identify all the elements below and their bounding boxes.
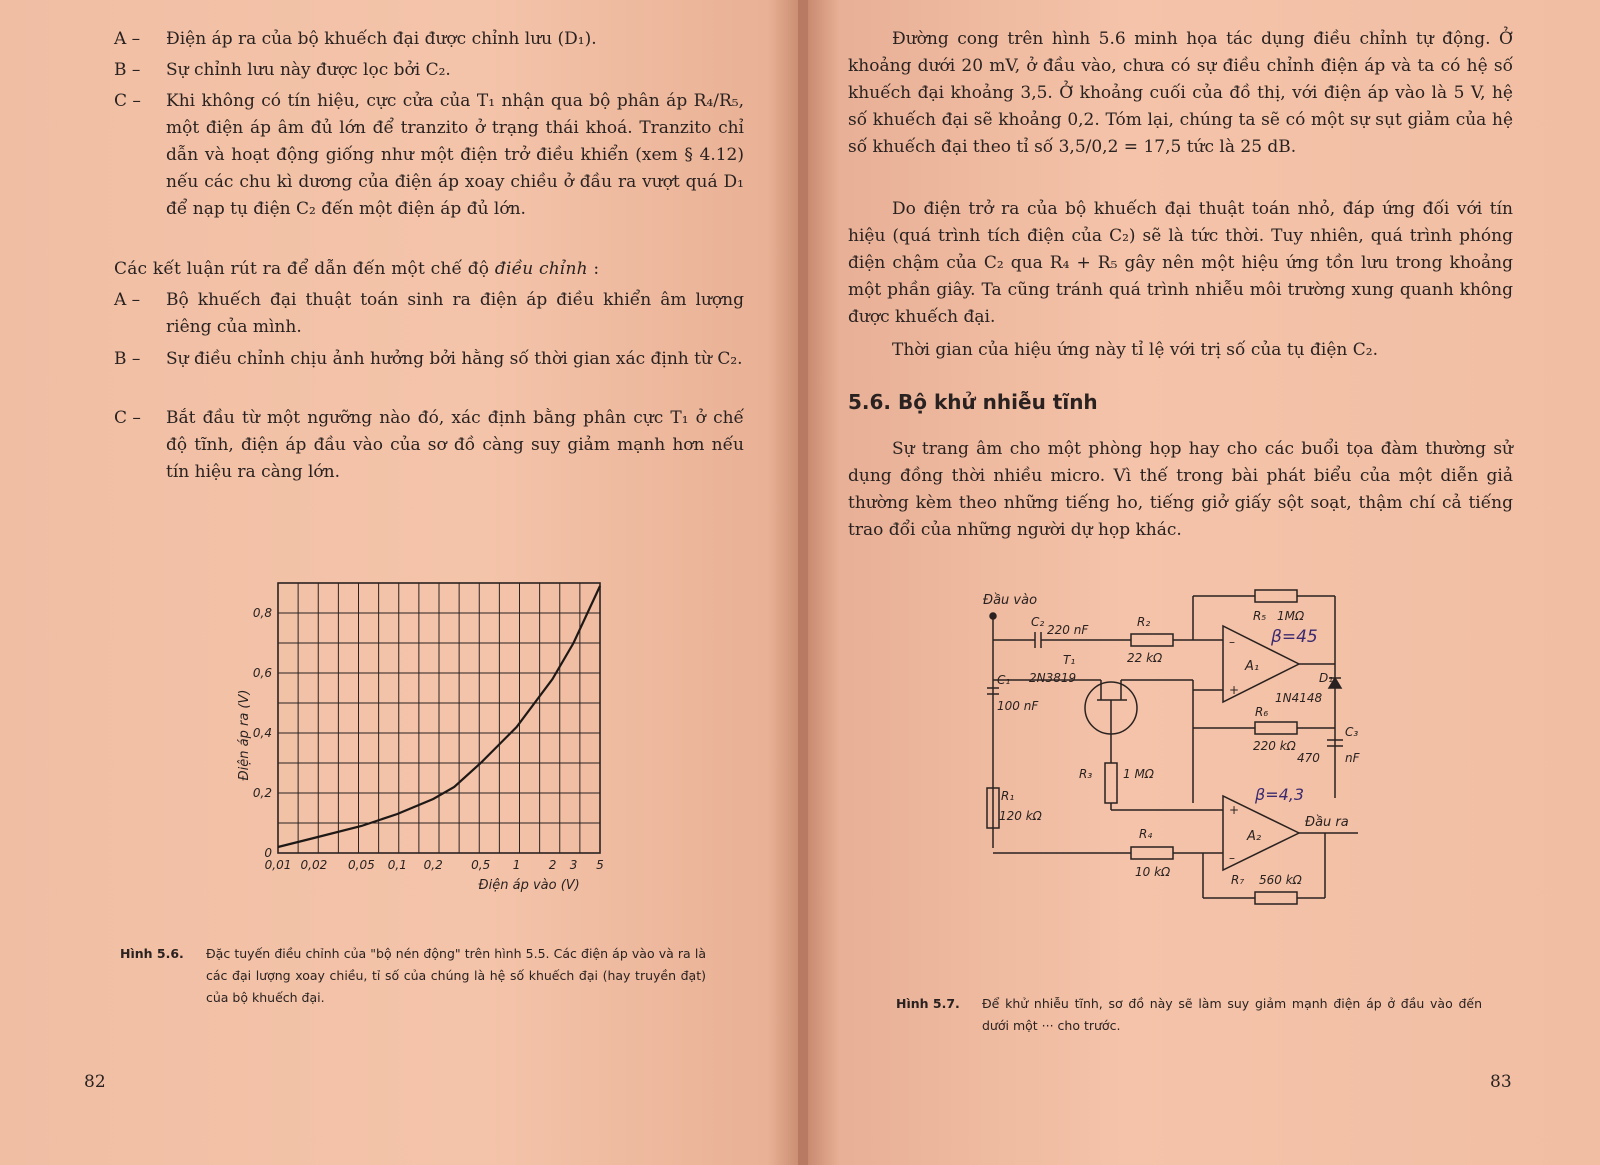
r2-value: 22 kΩ — [1127, 651, 1163, 665]
x-tick-label: 0,01 — [264, 858, 292, 872]
page-number: 83 — [1490, 1072, 1512, 1092]
list-label: C – — [114, 91, 141, 111]
gain-characteristic-chart — [230, 575, 650, 915]
a1-minus: – — [1229, 635, 1235, 649]
r4-label: R₄ — [1139, 827, 1153, 841]
noise-gate-circuit — [963, 588, 1423, 918]
page-number: 82 — [84, 1072, 106, 1092]
conclusion-intro — [114, 256, 754, 283]
r3-label: R₃ — [1079, 767, 1093, 781]
paragraph: Sự trang âm cho một phòng họp hay cho các buổi tọa đàm thường sử dụng đồng thời nhiều micro. Vì thế trong bài phát biểu của một diễn giả thường kèm theo những tiếng ho, tiếng giở giấy sột soạt, thậm chí cả tiếng trao đổi của những người dự họp khác. — [848, 439, 1513, 540]
c3-label: C₃ — [1345, 725, 1359, 739]
figure-caption-text: Để khử nhiễu tĩnh, sơ đồ này sẽ làm suy giảm mạnh điện áp ở đầu vào đến dưới một ··· cho trước. — [982, 996, 1482, 1033]
a2-minus: – — [1229, 851, 1235, 865]
x-tick-label: 0,02 — [300, 858, 328, 872]
list-text: Khi không có tín hiệu, cực cửa của T₁ nhận qua bộ phân áp R₄/R₅, một điện áp âm đủ lớn để tranzito ở trạng thái khoá. Tranzito chỉ dẫn và hoạt động giống như một điện trở điều khiển (xem § 4.12) nếu các chu kì dương của điện áp xoay chiều ở đầu ra vượt quá D₁ để nạp tụ điện C₂ đến một điện áp đủ lớn. — [166, 91, 744, 219]
r4-value: 10 kΩ — [1135, 865, 1171, 879]
x-tick-label: 0,5 — [471, 858, 491, 872]
list-text: Điện áp ra của bộ khuếch đại được chỉnh lưu (D₁). — [166, 29, 597, 49]
paragraph: Thời gian của hiệu ứng này tỉ lệ với trị số của tụ điện C₂. — [892, 340, 1378, 360]
a2-label: A₂ — [1247, 829, 1262, 844]
x-tick-label: 5 — [596, 858, 604, 872]
input-label: Đầu vào — [983, 593, 1038, 608]
r7-value: 560 kΩ — [1259, 873, 1302, 887]
c1-value: 100 nF — [997, 699, 1039, 713]
list-text: Bắt đầu từ một ngưỡng nào đó, xác định bằng phân cực T₁ ở chế độ tĩnh, điện áp đầu vào của sơ đồ càng suy giảm mạnh hơn nếu tín hiệu ra càng lớn. — [166, 408, 744, 482]
figure-number: Hình 5.7. — [896, 996, 960, 1011]
x-tick-label: 1 — [512, 858, 521, 872]
beta2-annotation: β=4,3 — [1255, 785, 1305, 804]
list-label: B – — [114, 60, 141, 80]
r3-value: 1 MΩ — [1123, 767, 1154, 781]
beta1-annotation: β=45 — [1271, 627, 1318, 647]
list-label: A – — [114, 29, 141, 49]
d1-type: 1N4148 — [1275, 691, 1323, 705]
x-tick-label: 0,1 — [387, 858, 407, 872]
chart-ylabel: Điện áp ra (V) — [237, 689, 252, 781]
chart-ticks — [253, 606, 604, 872]
r5-label: R₅ — [1253, 609, 1267, 623]
section-title: 5.6. Bộ khử nhiễu tĩnh — [848, 390, 1098, 414]
output-label: Đầu ra — [1305, 815, 1349, 830]
a2-plus: + — [1229, 803, 1240, 817]
r1-label: R₁ — [1001, 789, 1015, 803]
conclusion-colon: : — [587, 259, 600, 279]
r6-label: R₆ — [1255, 705, 1269, 719]
y-tick-label: 0 — [264, 846, 272, 860]
x-tick-label: 2 — [548, 858, 557, 872]
chart-grid — [278, 583, 600, 853]
figure-number: Hình 5.6. — [120, 946, 184, 961]
t1-type: 2N3819 — [1029, 671, 1077, 685]
x-tick-label: 0,05 — [348, 858, 375, 872]
paragraph: Do điện trở ra của bộ khuếch đại thuật toán nhỏ, đáp ứng đối với tín hiệu (quá trình tích điện của C₂) sẽ là tức thời. Tuy nhiên, quá trình phóng điện chậm của C₂ qua R₄ + R₅ gây nên một hiệu ứng tồn lưu trong khoảng một phần giây. Ta cũng tránh quá trình nhiễu môi trường xung quanh không được khuếch đại. — [848, 199, 1513, 327]
r7-label: R₇ — [1231, 873, 1245, 887]
list-text: Sự điều chỉnh chịu ảnh hưởng bởi hằng số thời gian xác định từ C₂. — [166, 349, 743, 369]
r2-label: R₂ — [1137, 615, 1151, 629]
y-tick-label: 0,6 — [252, 666, 272, 680]
d1-label: D₁ — [1319, 671, 1334, 685]
y-tick-label: 0,4 — [252, 726, 272, 740]
c3-unit: nF — [1345, 751, 1360, 765]
y-tick-label: 0,2 — [252, 786, 272, 800]
y-tick-label: 0,8 — [252, 606, 272, 620]
c2-value: 220 nF — [1047, 623, 1089, 637]
conclusion-text: Các kết luận rút ra để dẫn đến một chế độ — [114, 259, 495, 279]
r6-value: 220 kΩ — [1253, 739, 1296, 753]
x-tick-label: 0,2 — [423, 858, 443, 872]
list-text: Sự chỉnh lưu này được lọc bởi C₂. — [166, 60, 451, 80]
list-text: Bộ khuếch đại thuật toán sinh ra điện áp điều khiển âm lượng riêng của mình. — [166, 290, 744, 337]
list-label: C – — [114, 408, 141, 428]
c3-value: 470 — [1297, 751, 1320, 765]
figure-caption-text: Đặc tuyến điều chỉnh của "bộ nén động" trên hình 5.5. Các điện áp vào và ra là các đại lượng xoay chiều, tỉ số của chúng là hệ số khuếch đại (hay truyền đạt) của bộ khuếch đại. — [206, 946, 706, 1005]
conclusion-emphasis: điều chỉnh — [494, 259, 588, 279]
chart-xlabel: Điện áp vào (V) — [478, 878, 580, 893]
list-label: A – — [114, 290, 141, 310]
paragraph: Đường cong trên hình 5.6 minh họa tác dụng điều chỉnh tự động. Ở khoảng dưới 20 mV, ở đầu vào, chưa có sự điều chỉnh điện áp và ta có hệ số khuếch đại khoảng 3,5. Ở khoảng cuối của đồ thị, với điện áp vào là 5 V, hệ số khuếch đại sẽ khoảng 0,2. Tóm lại, chúng ta sẽ có một sự sụt giảm của hệ số khuếch đại theo tỉ số 3,5/0,2 = 17,5 tức là 25 dB. — [848, 29, 1513, 157]
t1-label: T₁ — [1063, 653, 1076, 667]
list-label: B – — [114, 349, 141, 369]
c2-label: C₂ — [1031, 615, 1045, 629]
r5-value: 1MΩ — [1277, 609, 1305, 623]
c1-label: C₁ — [997, 673, 1011, 687]
right-page — [808, 0, 1600, 1165]
x-tick-label: 3 — [569, 858, 578, 872]
r1-value: 120 kΩ — [999, 809, 1042, 823]
a1-label: A₁ — [1245, 659, 1260, 674]
a1-plus: + — [1229, 683, 1240, 697]
